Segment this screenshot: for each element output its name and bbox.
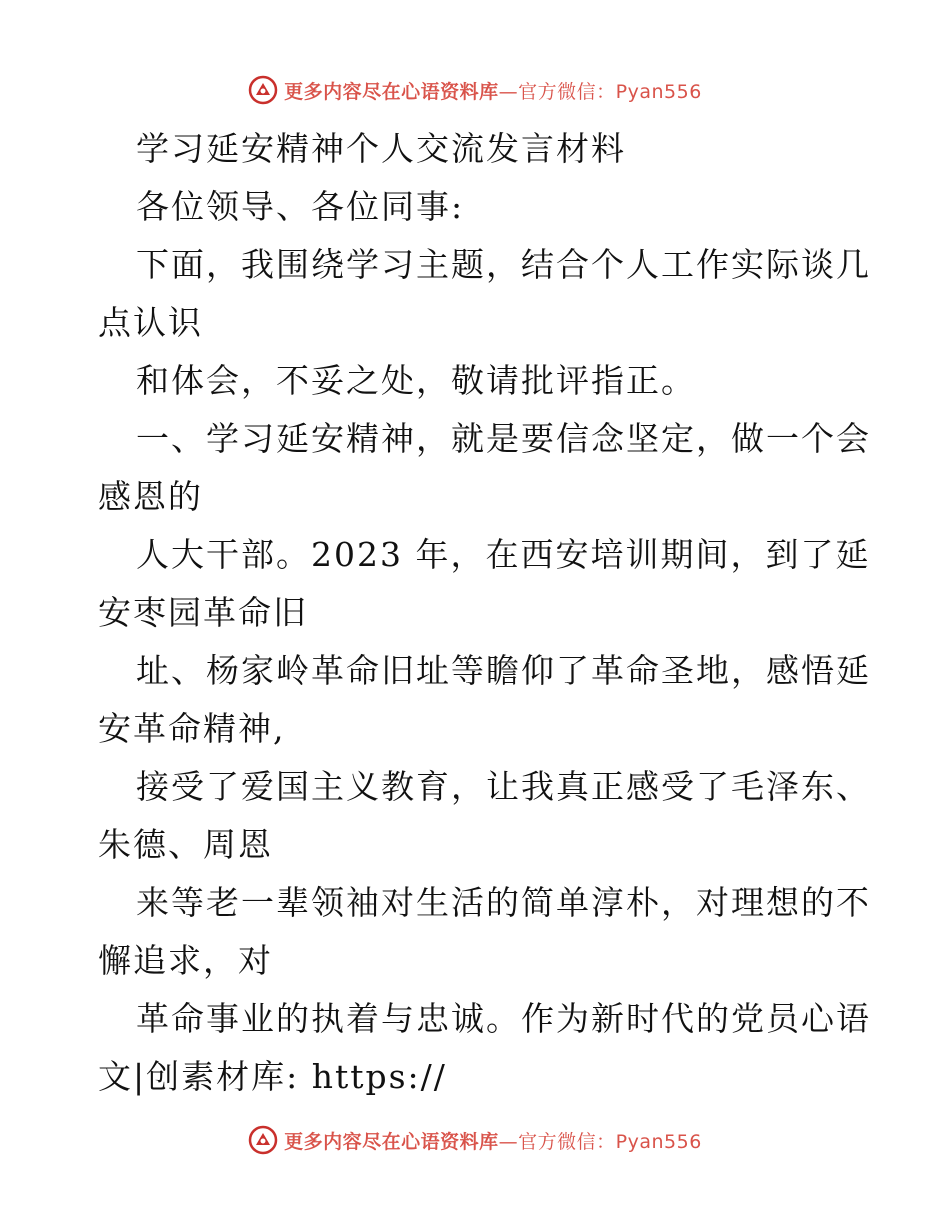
text-line: 人大干部。2023 年，在西安培训期间，到了延: [136, 535, 871, 574]
brand-logo-icon: [248, 75, 278, 105]
text-line: 安枣园革命旧: [98, 593, 308, 632]
text-line: 址、杨家岭革命旧址等瞻仰了革命圣地，感悟延: [136, 651, 871, 690]
text-line: 革命事业的执着与忠诚。作为新时代的党员心语: [136, 999, 871, 1038]
brand-logo-icon: [248, 1125, 278, 1155]
text-line: 学习延安精神个人交流发言材料: [136, 129, 626, 168]
text-line: 点认识: [98, 303, 203, 342]
text-line: 安革命精神,: [98, 709, 286, 748]
text-line: 一、学习延安精神，就是要信念坚定，做一个会: [136, 419, 871, 458]
header-watermark-banner: [0, 70, 950, 110]
text-line: 和体会，不妥之处，敬请批评指正。: [136, 361, 696, 400]
text-line: 文|创素材库: https://: [98, 1057, 447, 1096]
text-line: 各位领导、各位同事:: [136, 187, 465, 226]
watermark-text: 更多内容尽在心语资料库—官方微信：Pyan556: [284, 80, 702, 103]
text-line: 朱德、周恩: [98, 825, 273, 864]
footer-watermark-banner: [0, 1120, 950, 1160]
text-line: 接受了爱国主义教育，让我真正感受了毛泽东、: [136, 767, 871, 806]
text-line: 感恩的: [98, 477, 203, 516]
watermark-text: 更多内容尽在心语资料库—官方微信：Pyan556: [284, 1130, 702, 1153]
text-line: 下面，我围绕学习主题，结合个人工作实际谈几: [136, 245, 871, 284]
text-line: 懈追求，对: [98, 941, 273, 980]
document-body: [98, 120, 871, 1106]
text-line: 来等老一辈领袖对生活的简单淳朴，对理想的不: [136, 883, 871, 922]
